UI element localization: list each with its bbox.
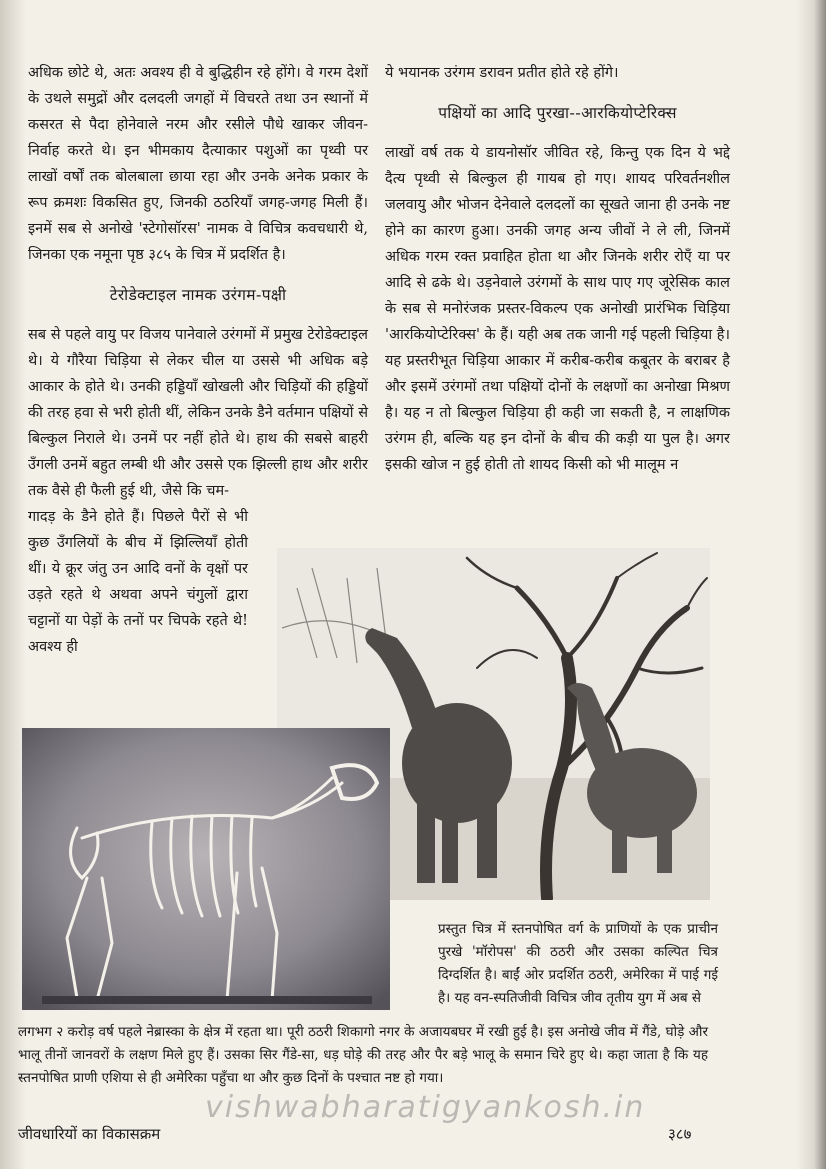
- figure-caption-continued: लगभग २ करोड़ वर्ष पहले नेब्रास्का के क्षेत्र में रहता था। पूरी ठठरी शिकागो नगर के अजायबघर में रखी हुई है। इस अनोखे जीव में गैंडे, घोड़े और भालू तीनों जानवरों के लक्षण मिले हुए हैं। उसका सिर गैंडे-सा, धड़ घोड़े की तरह और पैर बड़े भालू के समान चिरे हुए थे। कहा जाता है कि यह स्तनपोषित प्राणी एशिया से ही अमेरिका पहुँचा था और कुछ दिनों के पश्चात नष्ट हो गया।: [18, 1024, 708, 1086]
- moropus-skeleton-photo: [22, 728, 390, 1010]
- figure-caption-right: प्रस्तुत चित्र में स्तनपोषित वर्ग के प्राणियों के एक प्राचीन पुरखे 'मॉरोपस' की ठठरी और उसका कल्पित चित्र दिग्दर्शित है। बाईं ओर प्रदर्शित ठठरी, अमेरिका में पाई गई है। यह वन-स्पतिजीवी विचित्र जीव तृतीय युग में अब से: [438, 921, 718, 1006]
- left-paragraph-1: अधिक छोटे थे, अतः अवश्य ही वे बुद्धिहीन रहे होंगे। वे गरम देशों के उथले समुद्रों और दलदली जगहों में विचरते तथा उन स्थानों में कसरत से पैदा होनेवाले नरम और रसीले पौधे खाकर जीवन-निर्वाह करते थे। इन भीमकाय दैत्याकार पशुओं का पृथ्वी पर लाखों वर्षों तक बोलबाला छाया रहा और उनके अनेक प्रकार के रूप क्रमशः विकसित हुए, जिनकी ठठरियाँ जगह-जगह मिली हैं। इनमें सब से अनोखे 'स्टेगोसॉरस' नामक वे विचित्र कवचधारी थे, जिनका एक नमूना पृष्ठ ३८५ के चित्र में प्रदर्शित है।: [28, 65, 368, 263]
- section-heading-archaeopteryx: पक्षियों का आदि पुरखा--आरकियोप्टेरिक्स: [438, 104, 677, 122]
- section-heading-pterodactyl: टेरोडेक्टाइल नामक उरंगम-पक्षी: [109, 286, 287, 304]
- page-number: ३८७: [668, 1125, 692, 1143]
- page-edge-shadow: [796, 0, 826, 1169]
- footer-book-title: जीवधारियों का विकासक्रम: [18, 1125, 161, 1143]
- left-paragraph-2: सब से पहले वायु पर विजय पानेवाले उरंगमों में प्रमुख टेरोडेक्टाइल थे। ये गौरैया चिड़िया से लेकर चील या उससे भी अधिक बड़े आकार के होते थे। उनकी हड्डियाँ खोखली और चिड़ियों की हड्डियों की तरह हवा से भरी होती थीं, लेकिन उनके डैने वर्तमान पक्षियों से बिल्कुल निराले थे। उनमें पर नहीं होते थे। हाथ की सबसे बाहरी उँगली उनमें बहुत लम्बी थी और उससे एक झिल्ली हाथ और शरीर तक वैसे ही फैली हुई थी, जैसे कि चम-: [28, 327, 368, 499]
- right-paragraph-1: ये भयानक उरंगम डरावन प्रतीत होते रहे होंगे।: [385, 65, 619, 81]
- watermark-text: vishwabharatigyankosh.in: [205, 1090, 646, 1125]
- right-column: [385, 60, 730, 478]
- left-paragraph-3: गादड़ के डैने होते हैं। पिछले पैरों से भी कुछ उँगलियों के बीच में झिल्लियाँ होती थीं। ये क्रूर जंतु उन आदि वनों के वृक्षों पर उड़ते रहते थे अथवा अपने चंगुलों द्वारा चट्टानों या पेड़ों के तनों पर चिपके रहते थे! अवश्य ही: [28, 509, 248, 655]
- right-paragraph-2: लाखों वर्ष तक ये डायनोसॉर जीवित रहे, किन्तु एक दिन ये भद्दे दैत्य पृथ्वी से बिल्कुल ही गायब हो गए। शायद परिवर्तनशील जलवायु और भोजन देनेवाले दलदलों का सूखते जाना ही उनके नष्ट होने का कारण हुआ। उनकी जगह अन्य जीवों ने ले ली, जिनमें अधिक गरम रक्त प्रवाहित होता था और जिनके शरीर रोएँ या पर आदि से ढके थे। उड़नेवाले उरंगमों के साथ पाए गए जूरेसिक काल के सब से मनोरंजक प्रस्तर-विकल्प एक अनोखी प्रारंभिक चिड़िया 'आरकियोप्टेरिक्स' के हैं। यही अब तक जानी गई पहली चिड़िया है। यह प्रस्तरीभूत चिड़िया आकार में करीब-करीब कबूतर के बराबर है और इसमें उरंगमों तथा पक्षियों दोनों के लक्षणों का अनोखा मिश्रण है। यह न तो बिल्कुल चिड़िया ही कही जा सकती है, न लाक्षणिक उरंगम ही, बल्कि यह इन दोनों के बीच की कड़ी या पुल है। अगर इसकी खोज न हुई होती तो शायद किसी को भी मालूम न: [385, 145, 730, 473]
